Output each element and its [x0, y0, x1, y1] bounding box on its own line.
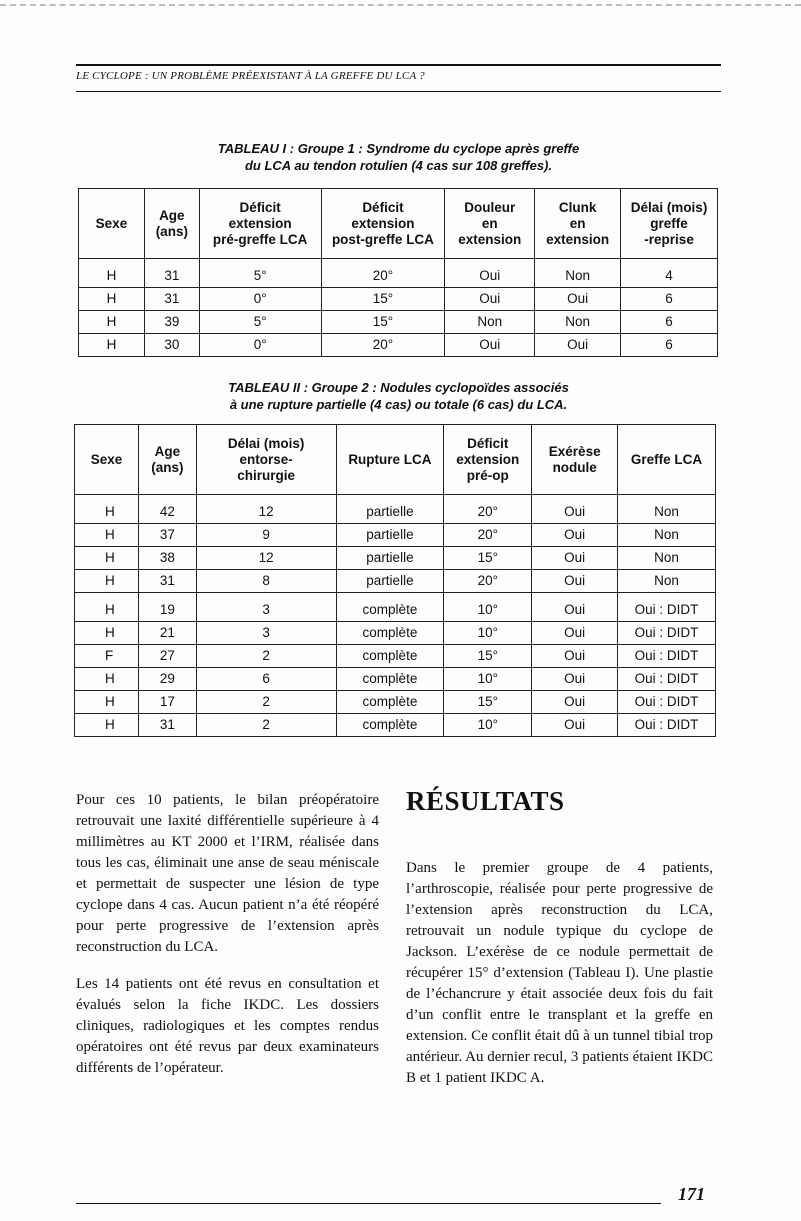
table-cell: 4 — [621, 259, 718, 288]
table-cell: 6 — [621, 288, 718, 311]
table-cell: H — [79, 259, 145, 288]
left-paragraph-2: Les 14 patients ont été revus en consultation et évalués selon la fiche IKDC. Les dossiers cliniques, radiologiques et les comptes rendus opératoires ont été revus par deux examinateurs différents de l’opérateur. — [76, 976, 379, 1076]
header-line: -reprise — [644, 231, 694, 247]
table-cell: Non — [445, 311, 535, 334]
table-cell: Non — [535, 311, 621, 334]
table-cell: Oui — [535, 334, 621, 357]
header-line: Exérèse — [548, 443, 601, 459]
table-cell: 6 — [196, 668, 336, 691]
table1-caption-line1: TABLEAU I : Groupe 1 : Syndrome du cyclope après greffe — [217, 141, 580, 156]
table-cell: H — [79, 334, 145, 357]
table1-caption-line2: du LCA au tendon rotulien (4 cas sur 108 greffes). — [244, 158, 552, 173]
table-cell: Oui : DIDT — [618, 691, 716, 714]
table-cell: 10° — [444, 622, 532, 645]
table-cell: complète — [336, 691, 444, 714]
table-cell: 17 — [138, 691, 196, 714]
results-paragraph: Dans le premier groupe de 4 patients, l’arthroscopie, réalisée pour perte progressive de l’extension après reconstruction du LCA, retrouvait un nodule typique du cyclope de Jackson. L’exérèse de ce nodule permettait de récupérer 15° d’extension (Tableau I). Une plastie de l’échancrure y était associée deux fois du fait d’un conflit entre le transplant et la greffe en extension. Ce conflit était dû à un tunnel tibial trop antérieur. Au dernier recul, 3 patients étaient IKDC B et 1 patient IKDC A. — [406, 860, 713, 1086]
table-cell: Non — [618, 570, 716, 593]
table1 — [78, 188, 718, 357]
header-line: Greffe LCA — [630, 451, 703, 467]
table-cell: H — [75, 547, 139, 570]
header-line: greffe — [650, 215, 688, 231]
left-column — [76, 790, 379, 1095]
table-cell: complète — [336, 645, 444, 668]
table2-header-0 — [75, 425, 139, 495]
header-line: Déficit — [467, 435, 509, 451]
table-cell: 31 — [138, 714, 196, 737]
table-cell: 19 — [138, 593, 196, 622]
table1-header-0 — [79, 189, 145, 259]
table-row — [75, 714, 716, 737]
table-cell: 6 — [621, 334, 718, 357]
table-cell: 15° — [321, 288, 445, 311]
table-cell: 2 — [196, 645, 336, 668]
table-cell: Oui — [532, 622, 618, 645]
table-cell: H — [75, 691, 139, 714]
table-cell: 12 — [196, 495, 336, 524]
table-cell: Oui — [445, 259, 535, 288]
table1-header-5 — [535, 189, 621, 259]
footer-rule — [76, 1203, 661, 1204]
table-cell: Non — [618, 547, 716, 570]
table-cell: partielle — [336, 495, 444, 524]
header-line: Délai (mois) — [630, 199, 708, 215]
table-cell: H — [75, 570, 139, 593]
header-line: extension — [228, 215, 292, 231]
table-cell: Oui — [532, 547, 618, 570]
header-line: Déficit — [362, 199, 404, 215]
table-cell: Oui — [445, 334, 535, 357]
table-cell: H — [75, 622, 139, 645]
table-cell: 10° — [444, 668, 532, 691]
table-cell: Non — [618, 524, 716, 547]
table-cell: Oui — [445, 288, 535, 311]
table-cell: 3 — [196, 593, 336, 622]
table-cell: H — [75, 714, 139, 737]
table-row — [79, 311, 718, 334]
header-line: Sexe — [90, 451, 123, 467]
header-line: Rupture LCA — [348, 451, 432, 467]
page-number: 171 — [678, 1184, 705, 1204]
table-cell: 39 — [144, 311, 199, 334]
table-cell: 6 — [621, 311, 718, 334]
table1-header-3 — [321, 189, 445, 259]
running-head: LE CYCLOPE : UN PROBLÈME PRÉEXISTANT À LA GREFFE DU LCA ? — [76, 64, 721, 82]
header-rule — [76, 91, 721, 92]
table-cell: Oui — [535, 288, 621, 311]
header-line: pré-op — [466, 467, 509, 483]
table-cell: partielle — [336, 547, 444, 570]
table-cell: Oui : DIDT — [618, 593, 716, 622]
table-cell: 15° — [321, 311, 445, 334]
right-column — [406, 858, 713, 1105]
table-row — [79, 288, 718, 311]
table2-caption-line1: TABLEAU II : Groupe 2 : Nodules cyclopoïdes associés — [228, 380, 569, 395]
table-cell: partielle — [336, 524, 444, 547]
table-cell: 0° — [199, 288, 321, 311]
table-cell: partielle — [336, 570, 444, 593]
table1-header-6 — [621, 189, 718, 259]
table-cell: complète — [336, 593, 444, 622]
table-cell: 31 — [144, 288, 199, 311]
table-cell: H — [75, 495, 139, 524]
header-line: en — [481, 215, 498, 231]
table-cell: H — [79, 311, 145, 334]
table-cell: H — [75, 668, 139, 691]
header-line: extension — [546, 231, 610, 247]
table-row — [75, 570, 716, 593]
header-line: Douleur — [464, 199, 516, 215]
header-line: Délai (mois) — [227, 435, 305, 451]
table-cell: Oui — [532, 495, 618, 524]
header-line: extension — [351, 215, 415, 231]
table-cell: H — [79, 288, 145, 311]
table-row — [75, 691, 716, 714]
table-cell: Oui : DIDT — [618, 714, 716, 737]
table-cell: Oui — [532, 593, 618, 622]
table-cell: 20° — [444, 524, 532, 547]
table-cell: complète — [336, 714, 444, 737]
table-cell: Oui — [532, 691, 618, 714]
table2-caption-line2: à une rupture partielle (4 cas) ou totale (6 cas) du LCA. — [229, 397, 568, 412]
table-cell: 15° — [444, 645, 532, 668]
table-cell: Oui — [532, 714, 618, 737]
header-line: Clunk — [558, 199, 597, 215]
table-row — [79, 259, 718, 288]
table-row — [75, 645, 716, 668]
table-row — [75, 668, 716, 691]
table2-header-2 — [196, 425, 336, 495]
table2-header-1 — [138, 425, 196, 495]
table1-caption — [76, 140, 721, 174]
table1-header-4 — [445, 189, 535, 259]
table-cell: complète — [336, 622, 444, 645]
table1-header-1 — [144, 189, 199, 259]
table-cell: H — [75, 593, 139, 622]
results-heading: RÉSULTATS — [406, 786, 565, 816]
header-line: extension — [458, 231, 522, 247]
header-line: Age — [159, 207, 185, 223]
table-row — [79, 334, 718, 357]
left-paragraph-1: Pour ces 10 patients, le bilan préopératoire retrouvait une laxité différentielle supérieure à 4 millimètres au KT 2000 et l’IRM, réalisée dans tous les cas, éliminait une anse de seau méniscale et permettait de suspecter une lésion de type cyclope dans 4 cas. Aucun patient n’a été réopéré pour perte progressive de l’extension après reconstruction du LCA. — [76, 792, 379, 955]
header-line: extension — [456, 451, 520, 467]
table-cell: 0° — [199, 334, 321, 357]
table-cell: 20° — [444, 570, 532, 593]
header-line: (ans) — [155, 223, 188, 239]
table2-caption — [76, 379, 721, 413]
header-line: en — [569, 215, 586, 231]
table-cell: 5° — [199, 311, 321, 334]
table-cell: F — [75, 645, 139, 668]
header-line: Age — [154, 443, 181, 459]
table-cell: 31 — [144, 259, 199, 288]
table2-header-5 — [532, 425, 618, 495]
table-cell: 42 — [138, 495, 196, 524]
header-line: Déficit — [239, 199, 281, 215]
table-cell: 2 — [196, 714, 336, 737]
table-cell: 2 — [196, 691, 336, 714]
table-cell: Oui : DIDT — [618, 645, 716, 668]
table-cell: Oui — [532, 645, 618, 668]
table-cell: 15° — [444, 547, 532, 570]
table-cell: Oui — [532, 570, 618, 593]
header-line: entorse- — [239, 451, 293, 467]
header-line: chirurgie — [237, 467, 296, 483]
table-cell: 20° — [444, 495, 532, 524]
header-line: post-greffe LCA — [331, 231, 434, 247]
table-cell: Oui : DIDT — [618, 622, 716, 645]
table-cell: 37 — [138, 524, 196, 547]
table-cell: 9 — [196, 524, 336, 547]
table-row — [75, 524, 716, 547]
table2-header-4 — [444, 425, 532, 495]
table-cell: 15° — [444, 691, 532, 714]
table-cell: 20° — [321, 259, 445, 288]
table-cell: Oui : DIDT — [618, 668, 716, 691]
table-cell: 5° — [199, 259, 321, 288]
header-line: nodule — [552, 459, 597, 475]
table-cell: 12 — [196, 547, 336, 570]
header-line: pré-greffe LCA — [212, 231, 308, 247]
table2-header-6 — [618, 425, 716, 495]
table2 — [74, 424, 716, 737]
table-cell: H — [75, 524, 139, 547]
table2-header-3 — [336, 425, 444, 495]
table-cell: 8 — [196, 570, 336, 593]
table-cell: Oui — [532, 668, 618, 691]
table-cell: complète — [336, 668, 444, 691]
table-row — [75, 593, 716, 622]
top-dashed-border — [0, 4, 801, 6]
table-row — [75, 622, 716, 645]
table-cell: 30 — [144, 334, 199, 357]
table-cell: 10° — [444, 714, 532, 737]
table1-header-2 — [199, 189, 321, 259]
table-cell: 38 — [138, 547, 196, 570]
header-line: (ans) — [151, 459, 184, 475]
table-cell: Non — [618, 495, 716, 524]
table-cell: 10° — [444, 593, 532, 622]
table-row — [75, 547, 716, 570]
table-cell: Oui — [532, 524, 618, 547]
table-cell: Non — [535, 259, 621, 288]
table-cell: 31 — [138, 570, 196, 593]
table-cell: 20° — [321, 334, 445, 357]
table-cell: 27 — [138, 645, 196, 668]
table-cell: 3 — [196, 622, 336, 645]
table-cell: 29 — [138, 668, 196, 691]
table-cell: 21 — [138, 622, 196, 645]
table-row — [75, 495, 716, 524]
header-line: Sexe — [95, 215, 128, 231]
